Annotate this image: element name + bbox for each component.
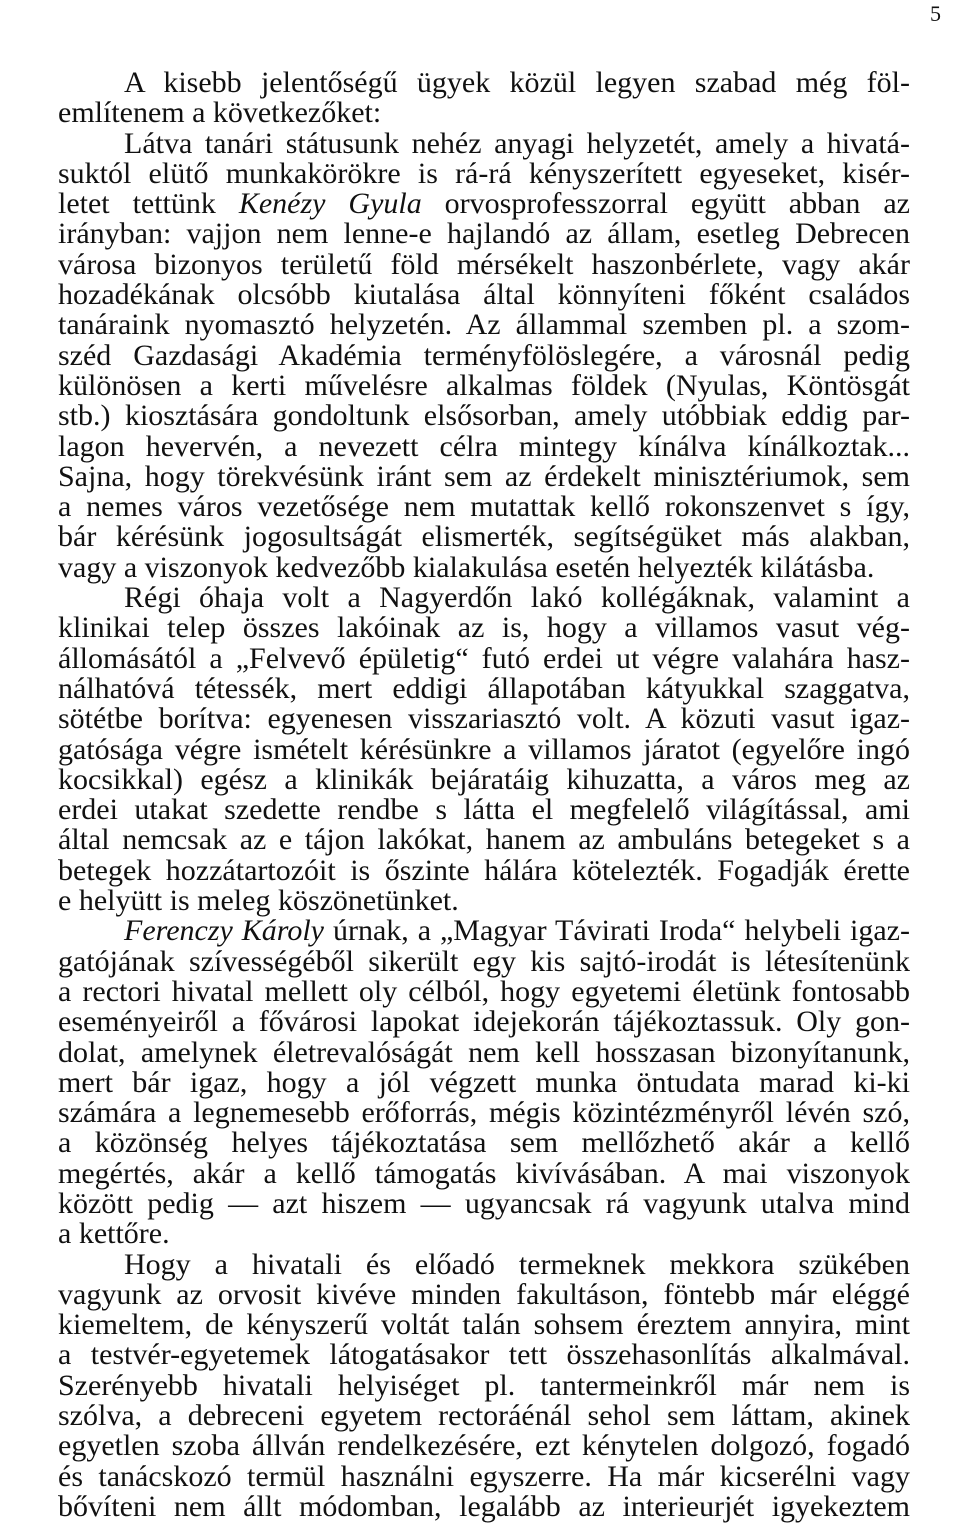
text-line: gatójának szívességéből sikerült egy kis sajtó-irodát is létesítenünk: [58, 944, 910, 978]
text-line: vagy a viszonyok kedvezőbb kialakulása esetén helyezték kilátásba.: [58, 550, 875, 584]
text-line: és tanácskozó termül használni egyszerre. Ha már kicserélni vagy: [58, 1459, 910, 1493]
text-line: Régi óhaja volt a Nagyerdőn lakó kollégáknak, valamint a: [124, 581, 910, 615]
text-line: megértés, akár a kellő támogatás kivívásában. A mai viszonyok: [58, 1156, 910, 1190]
text-line: bővíteni nem állt módomban, legalább az interieurjét igyekeztem: [58, 1489, 910, 1523]
text-line: letet tettünk Kenézy Gyula orvosprofesszorral együtt abban az: [58, 187, 910, 221]
italic-name: Kenézy Gyula: [238, 187, 422, 221]
text-line: a nemes város vezetősége nem mutattak kellő rokonszenvet s így,: [58, 490, 910, 524]
text-line: kiemeltem, de kényszerű voltát talán sohsem éreztem annyira, mint: [58, 1308, 910, 1342]
text-line: eseményeiről a fővárosi lapokat idejekorán tájékoztassuk. Oly gon-: [58, 1005, 910, 1039]
text-line: stb.) kiosztására gondoltunk elsősorban, amely utóbbiak eddig par-: [58, 399, 910, 433]
text-line: sötétbe borítva: egyenesen visszariasztó volt. A közuti vasut igaz-: [58, 702, 910, 736]
text-line: a testvér-egyetemek látogatásakor tett összehasonlítás alkalmával.: [58, 1338, 910, 1372]
text-line: irányban: vajjon nem lenne-e hajlandó az állam, esetleg Debrecen: [58, 217, 910, 251]
text-line: vagyunk az orvosit kivéve minden fakultáson, föntebb már eléggé: [58, 1277, 910, 1311]
text-line: mert bár igaz, hogy a jól végzett munka öntudata marad ki-ki: [58, 1065, 910, 1099]
text-line: különösen a kerti művelésre alkalmas földek (Nyulas, Köntösgát: [58, 368, 910, 402]
text-line: kocsikkal) egész a klinikák bejáratáig kihuzatta, a város meg az: [58, 762, 910, 796]
text-line: hozadékának olcsóbb kiutalása által könnyíteni főként családos: [58, 278, 910, 312]
text-line: e helyütt is meleg köszönetünket.: [58, 884, 459, 918]
text-line: Sajna, hogy törekvésünk iránt sem az érdekelt minisztériumok, sem: [58, 459, 910, 493]
text-line: szólva, a debreceni egyetem rectoráénál sehol sem láttam, akinek: [58, 1399, 910, 1433]
text-line: tanáraink nyomasztó helyzetén. Az állammal szemben pl. a szom-: [58, 308, 910, 342]
text-line: betegek hozzátartozóit is őszinte hálára kötelezték. Fogadják érette: [58, 853, 910, 887]
text-line: számára a legnemesebb erőforrás, mégis közintézményről lévén szó,: [58, 1096, 910, 1130]
text-line: között pedig — azt hiszem — ugyancsak rá vagyunk utalva mind: [58, 1186, 910, 1220]
text-line: nálhatóvá tétessék, mert eddigi állapotában kátyukkal szaggatva,: [58, 671, 910, 705]
italic-name: Ferenczy Károly: [124, 914, 324, 948]
text-line: A kisebb jelentőségű ügyek közül legyen szabad még föl-: [124, 66, 910, 99]
text-line: bár kérésünk jogosultságát elismerték, segítségüket más alakban,: [58, 520, 910, 554]
text-line: a kettőre.: [58, 1217, 170, 1251]
text-line: Szerényebb hivatali helyiséget pl. tantermeinkről már nem is: [58, 1368, 910, 1402]
text-line: Hogy a hivatali és előadó termeknek mekkora szükében: [124, 1247, 910, 1281]
text-line: suktól elütő munkakörökre is rá-rá kényszerített egyeseket, kisér-: [58, 156, 910, 190]
text-line: Látva tanári státusunk nehéz anyagi helyzetét, amely a hivatá-: [124, 126, 910, 160]
text-line: állomásától a „Felvevő épületig“ futó erdei ut végre valahára hasz-: [58, 641, 910, 675]
text-line: Ferenczy Károly úrnak, a „Magyar Távirati Iroda“ helybeli igaz-: [124, 914, 910, 948]
text-line: klinikai telep összes lakóinak az is, hogy a villamos vasut vég-: [58, 611, 910, 645]
text-line: lagon hevervén, a nevezett célra mintegy kínálva kínálkoztak...: [58, 429, 910, 463]
body-text: [58, 68, 910, 1522]
text-line: említenem a következőket:: [58, 96, 382, 130]
text-line: a rectori hivatal mellett oly célból, hogy egyetemi életünk fontosabb: [58, 974, 910, 1008]
text-line: városa bizonyos területű föld mérsékelt haszonbérlete, vagy akár: [58, 247, 910, 281]
text-line: által nemcsak az e tájon lakókat, hanem az ambuláns betegeket s a: [58, 823, 910, 857]
text-line: erdei utakat szedette rendbe s látta el megfelelő világítással, ami: [58, 793, 910, 827]
text-line: a közönség helyes tájékoztatása sem mellőzhető akár a kellő: [58, 1126, 910, 1160]
text-line: gatósága végre ismételt kérésünkre a villamos járatot (egyelőre ingó: [58, 732, 910, 766]
page-number: 5: [930, 1, 941, 26]
text-line: dolat, amelynek életrevalóságát nem kell hosszasan bizonyítanunk,: [58, 1035, 910, 1069]
text-line: széd Gazdasági Akadémia terményfölöslegére, a városnál pedig: [58, 338, 910, 372]
text-line: egyetlen szoba állván rendelkezésére, ezt kénytelen dolgozó, fogadó: [58, 1429, 910, 1463]
